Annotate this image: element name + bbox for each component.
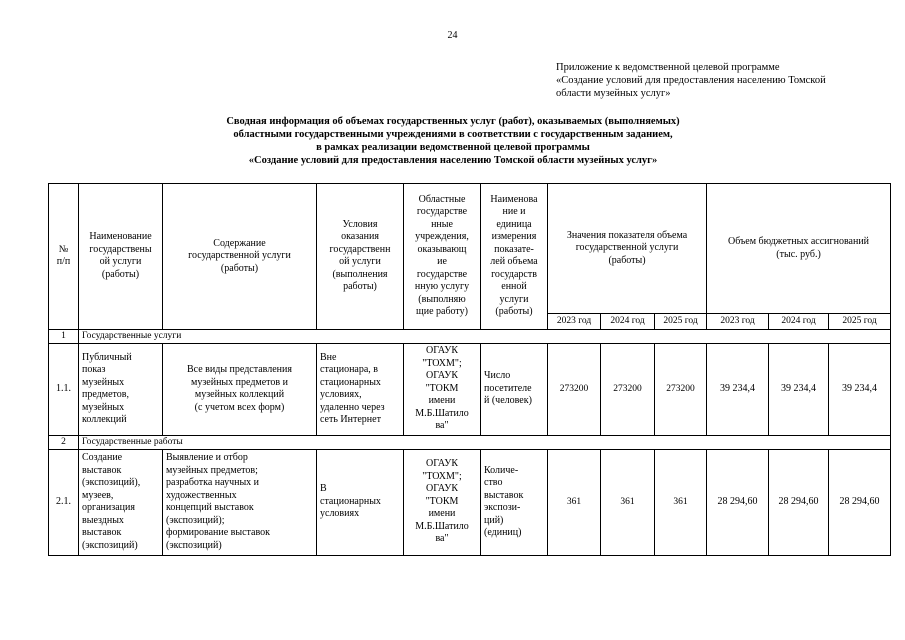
title-line: «Создание условий для предоставления населению Томской области музейных услуг» — [248, 155, 658, 166]
row-name — [79, 449, 163, 555]
cell-line: Объем бюджетных ассигнований — [728, 236, 870, 247]
row-conditions — [317, 343, 404, 435]
cell-line: Публичный — [82, 351, 132, 363]
cell-line: музейных предметов; — [166, 464, 258, 476]
cell-line: имени — [428, 508, 456, 520]
cell-line: ва" — [435, 533, 449, 545]
cell-line: (работы) — [220, 262, 259, 274]
row-indicator — [481, 343, 548, 435]
appendix-line: «Создание условий для предоставления населению Томской — [556, 75, 826, 86]
header-name — [79, 184, 163, 330]
cell-line: Значения показателя объема — [566, 229, 688, 241]
cell-line: организация — [82, 502, 135, 513]
volume-value: 361 — [601, 449, 655, 555]
cell-line: государстве — [416, 206, 468, 218]
section-row — [49, 329, 891, 343]
cell-line: музейных предметов и — [191, 376, 288, 388]
cell-line: музейных коллекций — [194, 389, 285, 400]
cell-line: М.Б.Шатило — [415, 520, 469, 532]
cell-line: Выявление и отбор — [166, 452, 248, 463]
header-row — [49, 184, 891, 314]
cell-line: "ТОХМ"; — [422, 470, 462, 482]
cell-line: Вне — [320, 351, 337, 363]
cell-line: стационара, в — [320, 364, 379, 375]
appendix-line: области музейных услуг» — [556, 88, 671, 99]
cell-line: "ТОКМ — [425, 495, 459, 507]
cell-line: ОГАУК — [425, 370, 458, 382]
cell-line: государственной услуги — [188, 250, 291, 261]
cell-line: выездных — [82, 514, 124, 526]
header-num — [49, 184, 79, 330]
cell-line: Создание — [82, 452, 123, 463]
cell-line: экспози- — [484, 502, 521, 513]
row-name — [79, 343, 163, 435]
row-num: 2.1. — [49, 449, 79, 555]
cell-line: формирование выставок — [166, 527, 270, 538]
cell-line: (с учетом всех форм) — [194, 401, 285, 413]
cell-line: учреждения, — [415, 231, 469, 243]
volume-value: 361 — [655, 449, 707, 555]
cell-line: ОГАУК — [425, 345, 458, 357]
cell-line: ой услуги — [339, 256, 381, 268]
cell-line: музейных — [82, 376, 125, 388]
row-conditions — [317, 449, 404, 555]
year-header: 2023 год — [707, 314, 769, 330]
cell-line: щие работу) — [416, 306, 468, 318]
section-num: 2 — [49, 435, 79, 449]
cell-line: (единиц) — [484, 527, 522, 538]
cell-line: государственной услуги — [575, 242, 679, 254]
cell-line: енной — [501, 281, 527, 293]
cell-line: "ТОКМ — [425, 382, 459, 394]
cell-line: показате- — [494, 243, 534, 255]
cell-line: (тыс. руб.) — [776, 248, 821, 260]
cell-line: (экспозиций); — [166, 514, 225, 526]
year-header: 2024 год — [601, 314, 655, 330]
cell-line: государствены — [89, 243, 152, 255]
cell-line: стационарных — [320, 376, 381, 388]
cell-line: Условия — [342, 218, 378, 230]
budget-value: 28 294,60 — [829, 449, 891, 555]
year-header: 2023 год — [548, 314, 601, 330]
row-institutions — [404, 343, 481, 435]
budget-value: 28 294,60 — [769, 449, 829, 555]
cell-line: художественных — [166, 489, 237, 501]
cell-line: (экспозиций) — [82, 539, 138, 551]
budget-value: 39 234,4 — [707, 343, 769, 435]
cell-line: государств — [491, 268, 537, 280]
cell-line: оказывающ — [417, 243, 467, 255]
row-content — [163, 449, 317, 555]
cell-line: музейных — [82, 401, 125, 413]
row-content — [163, 343, 317, 435]
section-label: Государственные работы — [79, 435, 891, 449]
cell-line: (работы) — [495, 306, 533, 318]
cell-line: работы) — [343, 281, 377, 293]
budget-value: 39 234,4 — [769, 343, 829, 435]
page-number: 24 — [447, 30, 458, 41]
row-num: 1.1. — [49, 343, 79, 435]
cell-line: п/п — [56, 256, 71, 268]
appendix-line: Приложение к ведомственной целевой программе — [556, 62, 780, 73]
section-num: 1 — [49, 329, 79, 343]
cell-line: условиях, — [320, 389, 362, 400]
cell-line: Все виды представления — [187, 364, 292, 375]
cell-line: М.Б.Шатило — [415, 407, 469, 419]
cell-line: условиях — [320, 508, 360, 520]
appendix-note — [556, 61, 886, 100]
section-row — [49, 435, 891, 449]
cell-line: лей объема — [490, 256, 538, 268]
header-institutions — [404, 184, 481, 330]
cell-line: нные — [431, 218, 453, 230]
header-volume — [548, 184, 707, 314]
services-table — [48, 183, 891, 556]
cell-line: измерения — [491, 231, 537, 243]
cell-line: й (человек) — [484, 395, 532, 407]
cell-line: музеев, — [82, 489, 114, 501]
cell-line: ОГАУК — [425, 458, 458, 470]
year-header: 2025 год — [829, 314, 891, 330]
cell-line: разработка научных и — [166, 477, 260, 488]
cell-line: (выполняю — [418, 293, 466, 305]
cell-line: коллекций — [82, 414, 127, 425]
cell-line: услуги — [499, 293, 529, 305]
title-line: областными государственными учреждениями в соответствии с государственным заданием, — [233, 129, 673, 140]
volume-value: 273200 — [601, 343, 655, 435]
cell-line: Областные — [418, 193, 466, 205]
cell-line: ций) — [484, 514, 504, 526]
cell-line: посетителе — [484, 382, 532, 394]
year-header: 2025 год — [655, 314, 707, 330]
cell-line: ие — [437, 256, 447, 268]
cell-line: (экспозиций), — [82, 477, 141, 488]
cell-line: сеть Интернет — [320, 414, 381, 425]
row-indicator — [481, 449, 548, 555]
cell-line: имени — [428, 395, 456, 407]
cell-line: оказания — [341, 231, 379, 243]
cell-line: Число — [484, 370, 511, 382]
cell-line: Наименова — [490, 193, 538, 205]
cell-line: выставок — [82, 464, 122, 476]
title-line: в рамках реализации ведомственной целевой программы — [316, 142, 590, 153]
cell-line: единица — [496, 218, 532, 230]
cell-line: предметов, — [82, 389, 129, 400]
budget-value: 28 294,60 — [707, 449, 769, 555]
title-line: Сводная информация об объемах государственных услуг (работ), оказываемых (выполняемых) — [226, 116, 680, 127]
cell-line: В — [320, 483, 327, 495]
cell-line: выставок — [82, 527, 122, 538]
header-content — [163, 184, 317, 330]
cell-line: "ТОХМ"; — [422, 357, 462, 369]
document-title — [48, 115, 858, 167]
cell-line: стационарных — [320, 495, 381, 507]
section-label: Государственные услуги — [79, 329, 891, 343]
cell-line: (работы) — [101, 268, 140, 280]
cell-line: ОГАУК — [425, 483, 458, 495]
cell-line: выставок — [484, 489, 524, 501]
budget-value: 39 234,4 — [829, 343, 891, 435]
cell-line: (выполнения — [332, 268, 388, 280]
volume-value: 273200 — [548, 343, 601, 435]
cell-line: ние и — [502, 206, 526, 218]
cell-line: ва" — [435, 420, 449, 432]
cell-line: Количе- — [484, 464, 519, 476]
cell-line: государстве — [416, 268, 468, 280]
cell-line: Содержание — [213, 237, 266, 249]
cell-line: (работы) — [608, 254, 646, 266]
cell-line: ство — [484, 477, 503, 488]
cell-line: № — [58, 243, 69, 255]
volume-value: 273200 — [655, 343, 707, 435]
table-row — [49, 343, 891, 435]
cell-line: государственн — [329, 243, 391, 255]
cell-line: удаленно через — [320, 401, 385, 413]
cell-line: (экспозиций) — [166, 539, 222, 551]
table-row — [49, 449, 891, 555]
header-budget — [707, 184, 891, 314]
cell-line: нную услугу — [414, 281, 470, 293]
year-header: 2024 год — [769, 314, 829, 330]
row-institutions — [404, 449, 481, 555]
header-conditions — [317, 184, 404, 330]
cell-line: Наименование — [89, 231, 152, 243]
cell-line: концепций выставок — [166, 502, 254, 513]
cell-line: показ — [82, 364, 106, 375]
cell-line: ой услуги — [99, 256, 142, 268]
header-indicator — [481, 184, 548, 330]
volume-value: 361 — [548, 449, 601, 555]
